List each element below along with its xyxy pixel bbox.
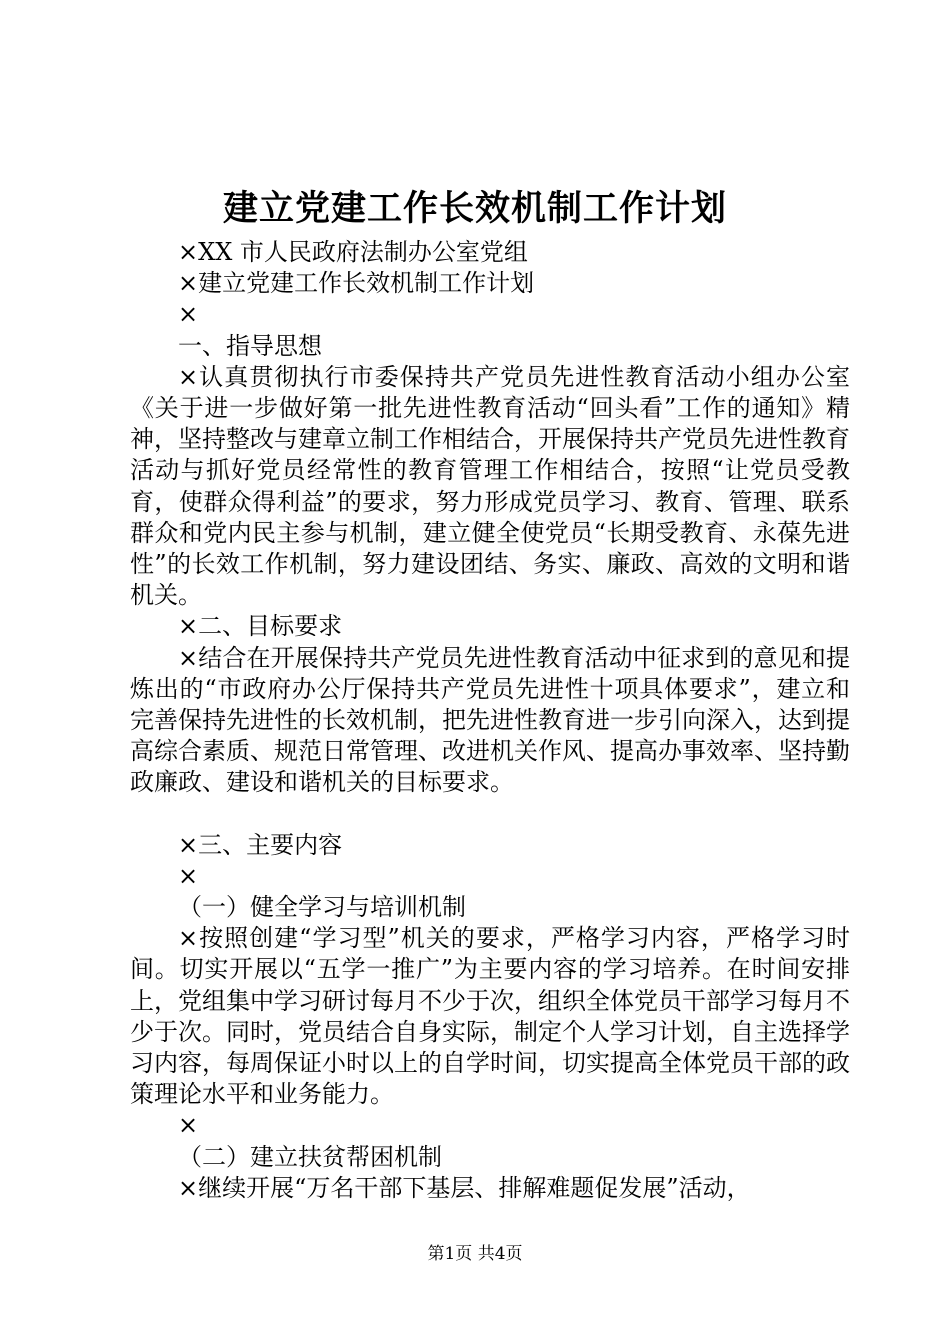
page-footer: 第1页 共4页 xyxy=(427,1244,523,1264)
paragraph-mark: × xyxy=(178,1111,199,1140)
document-title: 建立党建工作长效机制工作计划 xyxy=(222,188,727,229)
section-heading-main-content: ×三、主要内容 xyxy=(178,830,343,859)
subsection-heading-study: （一）健全学习与培训机制 xyxy=(178,893,466,922)
paragraph-goals: ×结合在开展保持共产党员先进性教育活动中征求到的意见和提炼出的“市政府办公厅保持共产党员先进性十项具体要求”，建立和完善保持先进性的长效机制，把先进性教育进一步引向深入，达到提高综合素质、规范日常管理、改进机关作风、提高办事效率、坚持勤政廉政、建设和谐机关的目标要求。 xyxy=(130,643,850,797)
section-heading-goals: ×二、目标要求 xyxy=(178,612,343,641)
paragraph-plan-title: ×建立党建工作长效机制工作计划 xyxy=(178,269,535,298)
section-heading-guiding-thought: 一、指导思想 xyxy=(178,331,322,360)
subsection-heading-poverty-aid: （二）建立扶贫帮困机制 xyxy=(178,1142,442,1171)
paragraph-study: ×按照创建“学习型”机关的要求，严格学习内容，严格学习时间。切实开展以“五学一推广”为主要内容的学习培养。在时间安排上，党组集中学习研讨每月不少于次，组织全体党员干部学习每月不少于次。同时，党员结合自身实际，制定个人学习计划，自主选择学习内容，每周保证小时以上的自学时间，切实提高全体党员干部的政策理论水平和业务能力。 xyxy=(130,924,850,1109)
paragraph-mark: × xyxy=(178,300,199,329)
paragraph-org: ×XX 市人民政府法制办公室党组 xyxy=(178,238,528,266)
paragraph-guiding-thought: ×认真贯彻执行市委保持共产党员先进性教育活动小组办公室《关于进一步做好第一批先进性教育活动“回头看”工作的通知》精神，坚持整改与建章立制工作相结合，开展保持共产党员先进性教育活动与抓好党员经常性的教育管理工作相结合，按照“让党员受教育，使群众得利益”的要求，努力形成党员学习、教育、管理、联系群众和党内民主参与机制，建立健全使党员“长期受教育、永葆先进性”的长效工作机制，努力建设团结、务实、廉政、高效的文明和谐机关。 xyxy=(130,362,850,610)
paragraph-poverty-aid: ×继续开展“万名干部下基层、排解难题促发展”活动， xyxy=(178,1173,751,1202)
document-body xyxy=(130,237,850,1204)
paragraph-mark: × xyxy=(178,861,199,890)
